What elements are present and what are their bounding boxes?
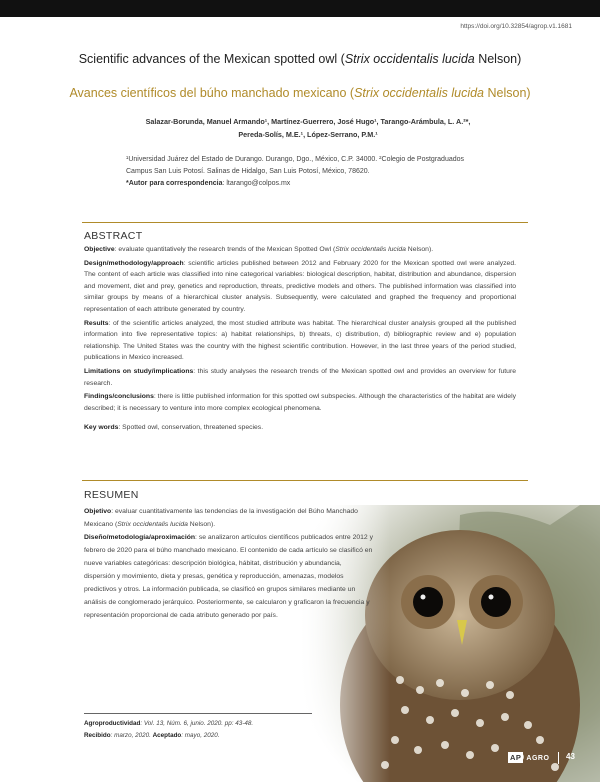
limitations-paragraph: Limitations on study/implications: this study analyses the research trends of the Mexican spotted owl and provides an overview for future research. <box>84 367 516 387</box>
logo-text: AGRO <box>526 755 550 762</box>
dates: Recibido: marzo, 2020. Aceptado: mayo, 2020. <box>84 732 220 739</box>
journal-info: Agroproductividad: Vol. 13, Núm. 6, junio. 2020. pp: 43-48. <box>84 720 254 727</box>
abstract-heading: ABSTRACT <box>84 230 143 242</box>
abstract-body <box>84 244 516 436</box>
authors-line-2: Pereda-Solís, M.E.¹, López-Serrano, P.M.¹ <box>238 130 378 139</box>
design-paragraph: Design/methodology/approach: scientific articles published between 2012 and February 2020 for the Mexican spotted owl were analyzed. The content of each article was classified into nine categorical variables: biological description, habitat, distribution and abundance, dispersion and movement, diet and prey, genetics and reproduction, threats, predictive models and others. The published information was classified into similar groups by means of a hierarchical cluster analysis. Subsequently, were calculated and graphed the frequency and proportional representation of each attribute generated by country. <box>84 259 516 313</box>
divider <box>82 222 528 223</box>
separator <box>558 752 559 764</box>
species-name: Strix occidentalis lucida <box>344 52 475 66</box>
logo-mark: AP <box>510 753 522 762</box>
authors <box>118 115 498 141</box>
resumen-heading: RESUMEN <box>84 489 139 501</box>
email: : ltarango@colpos.mx <box>222 180 291 187</box>
affiliation-text: ¹Universidad Juárez del Estado de Durango. Durango, Dgo., México, C.P. 34000. ²Colegio de Postgraduados Campus San Luis Potosí. Salinas de Hidalgo, San Luis Potosí, México, 78620. <box>126 156 465 175</box>
footer <box>84 718 253 742</box>
divider <box>82 480 528 481</box>
findings-paragraph: Findings/conclusions: there is little published information for this spotted owl subspecies. Although the characteristics of the habitat are widely described; it is necessary to venture into more complex ecological phenomena. <box>84 393 516 412</box>
keywords-paragraph: Key words: Spotted owl, conservation, threatened species. <box>84 424 264 432</box>
journal-logo <box>508 752 549 763</box>
title-spanish: Avances científicos del búho manchado mexicano (Strix occidentalis lucida Nelson) <box>69 86 531 100</box>
objetivo-paragraph: Objetivo: evaluar cuantitativamente las tendencias de la investigación del Búho Manchado Mexicano (Strix occidentalis lucida Nelson). <box>84 508 358 528</box>
resumen-body <box>84 505 374 622</box>
species-name: Strix occidentalis lucida <box>354 86 485 100</box>
objective-paragraph: Objective: evaluate quantitatively the research trends of the Mexican Spotted Owl (Strix occidentalis lucida Nelson). <box>84 246 434 253</box>
corresponding-author: *Autor para correspondencia: ltarango@colpos.mx <box>126 180 291 187</box>
diseno-paragraph: Diseño/metodología/aproximación: se analizaron artículos científicos publicados entre 2012 y febrero de 2020 para el búho manchado mexicano. El contenido de cada artículo se clasificó en nueve variables categóricas: descripción biológica, hábitat, distribución y abundancia, dispersión y movimiento, dieta y presas, genética y reproducción, amenazas, modelos predictivos y otros. La información publicada, se clasificó en grupos similares mediante un análisis de conglomerado jerárquico. Posteriormente, se calcularon y graficaron la frecuencia y representación proporcional de cada atributo generado por país. <box>84 534 374 619</box>
results-paragraph: Results: of the scientific articles analyzed, the most studied attribute was habitat. The hierarchical cluster analysis grouped all the published information into five representative topics: a) habitat relationships, b) threats, c) distribution, d) bibliographic review and e) population relationship. The United States was the country with the highest scientific contribution. However, in the last three years of the period studied, publications in Mexico increased. <box>84 319 516 362</box>
affiliations <box>126 154 486 190</box>
footer-divider <box>84 713 312 714</box>
authors-line-1: Salazar-Borunda, Manuel Armando¹, Martínez-Guerrero, José Hugo¹, Tarango-Arámbula, L. A.²*, <box>145 117 471 126</box>
doi-link[interactable]: https://doi.org/10.32854/agrop.v1.1681 <box>460 23 572 30</box>
top-bar <box>0 0 600 17</box>
page-number: 43 <box>566 752 575 761</box>
title-english: Scientific advances of the Mexican spotted owl (Strix occidentalis lucida Nelson) <box>78 52 522 66</box>
